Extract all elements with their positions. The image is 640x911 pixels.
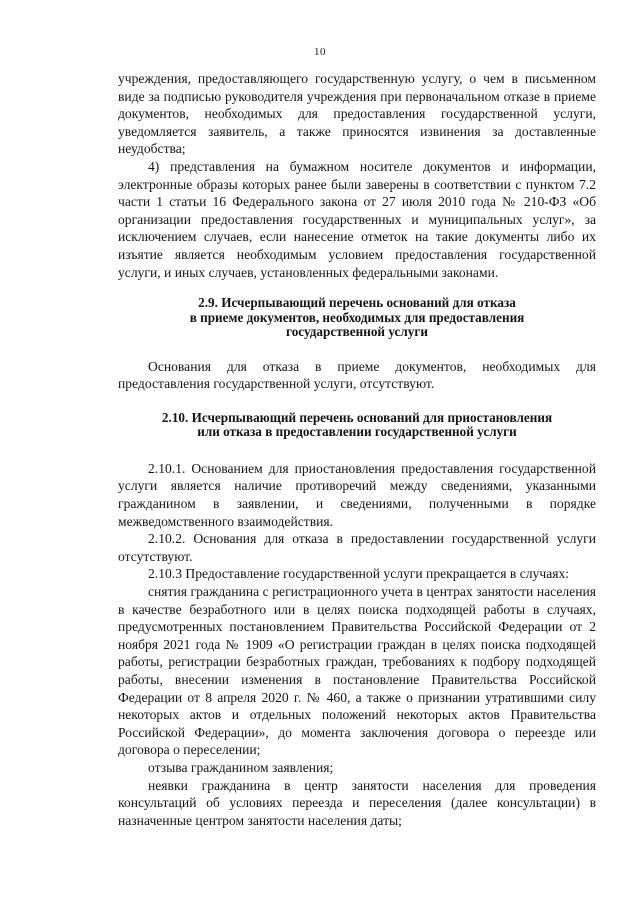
list-item: отзыва гражданином заявления; (148, 759, 334, 775)
section-heading-2-9 (118, 296, 596, 340)
document-body (118, 70, 596, 829)
page-number: 10 (314, 46, 326, 58)
list-item: неявки гражданина в центр занятости населения для проведения консультаций об условиях переезда и переселения (далее консультации) в назначенные центром занятости населения даты; (118, 777, 596, 828)
heading-line: 2.10. Исчерпывающий перечень оснований для приостановления (161, 409, 553, 425)
paragraph-2-10-3: 2.10.3 Предоставление государственной услуги прекращается в случаях: (148, 566, 570, 582)
paragraph-2-10-2: 2.10.2. Основания для отказа в предоставлении государственной услуги отсутствуют. (118, 531, 596, 564)
paragraph: учреждения, предоставляющего государственную услугу, о чем в письменном виде за подписью руководителя учреждения при первоначальном отказе в приеме документов, необходимых для предоставления государственной услуги, уведомляется заявитель, а также приносятся извинения за доставленные неудобства; (118, 71, 596, 157)
section-heading-2-10 (118, 411, 596, 440)
paragraph-2-10-1: 2.10.1. Основанием для приостановления предоставления государственной услуги является наличие противоречий между сведениями, указанными гражданином в заявлении, и сведениями, полученными в порядке межведомственного взаимодействия. (118, 460, 596, 529)
paragraph: Основания для отказа в приеме документов, необходимых для предоставления государственной услуги, отсутствуют. (118, 358, 596, 392)
heading-line: в приеме документов, необходимых для предоставления (189, 309, 525, 325)
heading-line: государственной услуги (286, 324, 428, 340)
paragraph: 4) представления на бумажном носителе документов и информации, электронные образы которых ранее были заверены в соответствии с пунктом 7.2 части 1 статьи 16 Федерального закона от 27 июля 2010 года № 210-ФЗ «Об организации предоставления государственных и муниципальных услуг», за исключением случаев, если нанесение отметок на такие документы либо их изъятие является необходимым условием предоставления государственной услуги, и иных случаев, установленных федеральными законами. (118, 158, 596, 280)
list-item: снятия гражданина с регистрационного учета в центрах занятости населения в качестве безработного или в целях поиска подходящей работы в случаях, предусмотренных постановлением Правительства Российской Федерации от 2 ноября 2021 года № 1909 «О регистрации граждан в целях поиска подходящей работы, регистрации безработных граждан, требованиях к подбору подходящей работы, внесении изменения в постановление Правительства Российской Федерации от 8 апреля 2020 г. № 460, а также о признании утратившими силу некоторых актов и отдельных положений некоторых актов Правительства Российской Федерации», до момента заключения договора о переезде или договора о переселении; (118, 583, 596, 758)
heading-line: 2.9. Исчерпывающий перечень оснований для отказа (198, 295, 516, 311)
heading-line: или отказа в предоставлении государственной услуги (197, 424, 517, 440)
